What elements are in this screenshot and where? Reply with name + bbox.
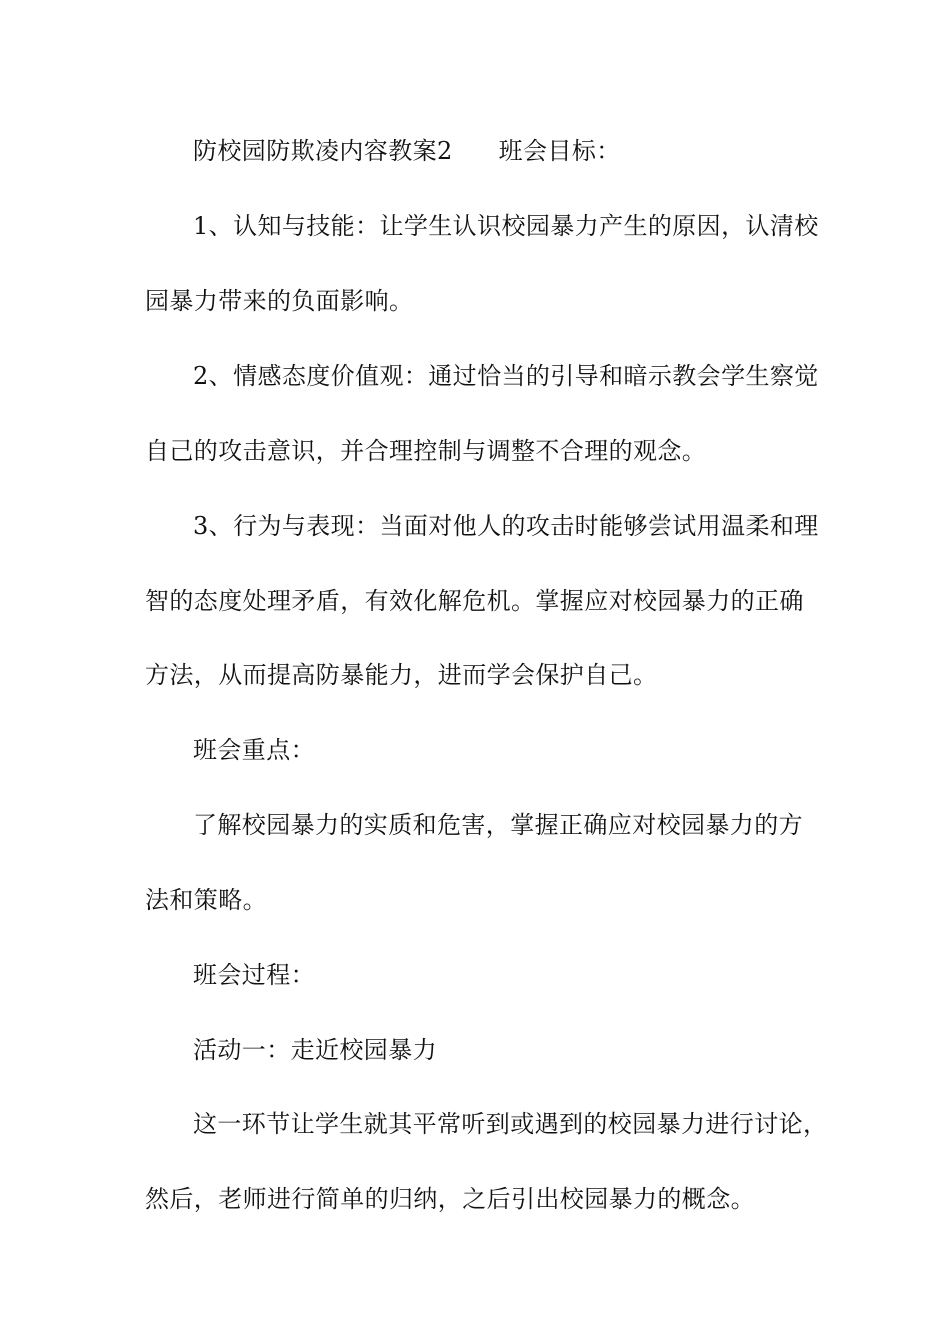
paragraph-line: 方法，从而提高防暴能力，进而学会保护自己。 xyxy=(145,661,658,689)
paragraph-line: 1、认知与技能：让学生认识校园暴力产生的原因，认清校 xyxy=(193,212,819,240)
paragraph-line: 了解校园暴力的实质和危害，掌握正确应对校园暴力的方 xyxy=(193,811,803,839)
paragraph-line: 法和策略。 xyxy=(145,886,267,914)
paragraph-line: 3、行为与表现：当面对他人的攻击时能够尝试用温柔和理 xyxy=(193,512,819,540)
paragraph-line: 这一环节让学生就其平常听到或遇到的校园暴力进行讨论， xyxy=(193,1110,828,1138)
section-heading: 班会过程： xyxy=(193,961,315,989)
goals-heading: 班会目标： xyxy=(498,137,621,165)
document-title: 防校园防欺凌内容教案2 xyxy=(193,137,453,165)
activity-heading: 活动一：走近校园暴力 xyxy=(193,1036,437,1064)
paragraph-line: 园暴力带来的负面影响。 xyxy=(145,287,414,315)
paragraph-line: 2、情感态度价值观：通过恰当的引导和暗示教会学生察觉 xyxy=(193,362,819,390)
paragraph-line: 智的态度处理矛盾，有效化解危机。掌握应对校园暴力的正确 xyxy=(145,587,804,615)
section-heading: 班会重点： xyxy=(193,736,315,764)
paragraph-line: 自己的攻击意识，并合理控制与调整不合理的观念。 xyxy=(145,437,707,465)
title-line xyxy=(193,136,873,166)
paragraph-line: 然后，老师进行简单的归纳，之后引出校园暴力的概念。 xyxy=(145,1185,755,1213)
